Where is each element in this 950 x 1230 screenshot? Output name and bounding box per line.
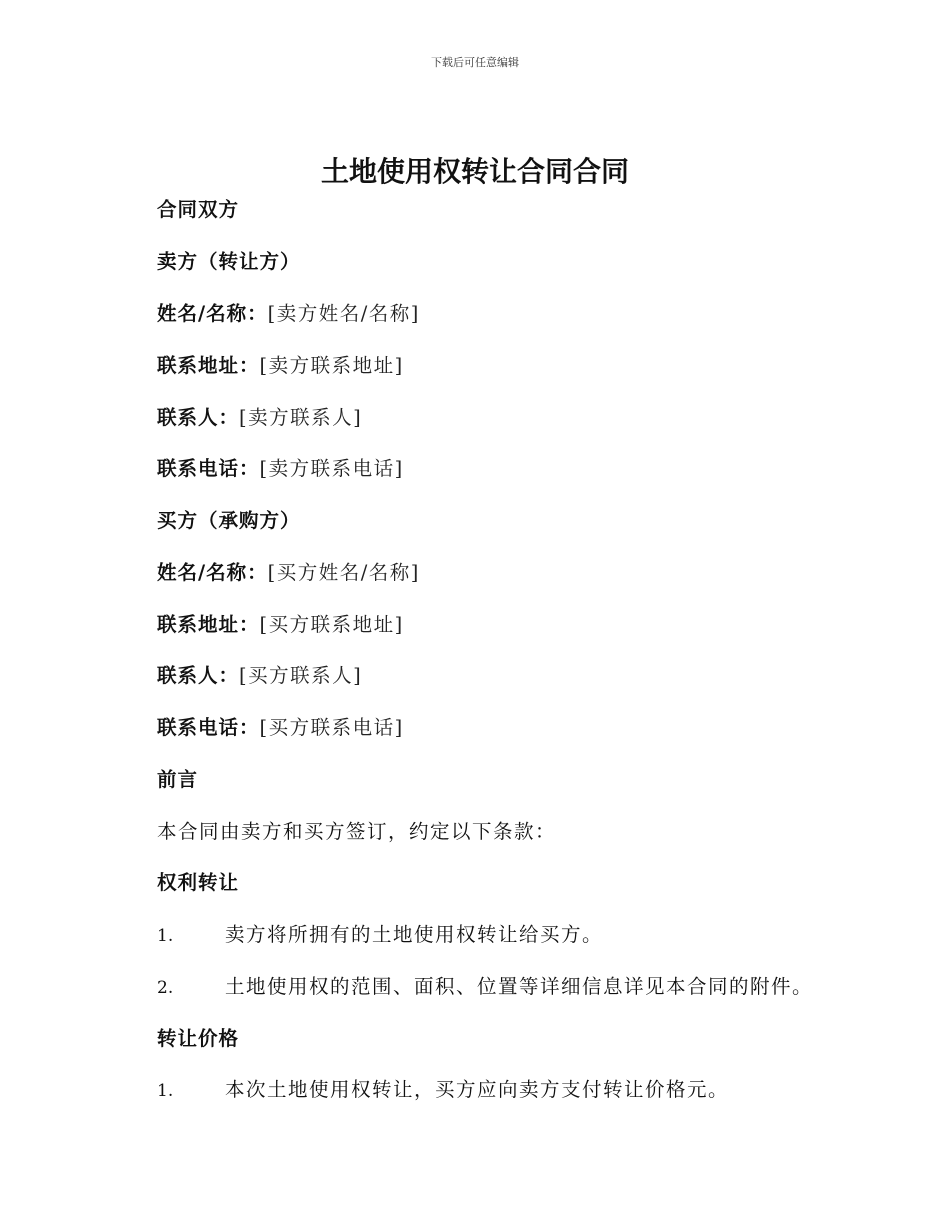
- list-item: [157, 925, 603, 945]
- seller-name-row: [157, 304, 420, 324]
- list-item-number: 1.: [157, 926, 174, 946]
- section-heading-preface: 前言: [157, 768, 199, 791]
- seller-heading: 卖方（转让方）: [157, 250, 301, 273]
- field-label: 联系地址：: [157, 354, 260, 377]
- list-item: [157, 977, 813, 997]
- field-value: [卖方联系电话]: [259, 457, 404, 480]
- section-heading-parties: 合同双方: [157, 198, 240, 221]
- list-item-number: 2.: [157, 978, 174, 998]
- field-value: [卖方联系人]: [239, 406, 363, 429]
- field-label: 联系电话：: [157, 716, 260, 739]
- list-item-number: 1.: [157, 1081, 174, 1101]
- list-item: [157, 1080, 729, 1100]
- buyer-phone-row: [157, 718, 404, 738]
- field-label: 姓名/名称：: [157, 302, 268, 325]
- seller-address-row: [157, 356, 404, 376]
- list-item-text: 卖方将所拥有的土地使用权转让给买方。: [225, 923, 604, 946]
- buyer-address-row: [157, 615, 404, 635]
- seller-contact-row: [157, 408, 362, 428]
- field-value: [卖方联系地址]: [259, 354, 404, 377]
- field-value: [买方联系地址]: [259, 613, 404, 636]
- field-label: 联系地址：: [157, 613, 260, 636]
- page-header-note: 下载后可任意编辑: [431, 56, 519, 69]
- list-item-text: 本次土地使用权转让，买方应向卖方支付转让价格元。: [225, 1078, 730, 1101]
- field-label: 姓名/名称：: [157, 561, 268, 584]
- document-title: 土地使用权转让合同合同: [320, 155, 629, 188]
- field-value: [买方联系人]: [239, 664, 363, 687]
- field-label: 联系电话：: [157, 457, 260, 480]
- preface-paragraph: 本合同由卖方和买方签订，约定以下条款：: [157, 820, 557, 843]
- list-item-text: 土地使用权的范围、面积、位置等详细信息详见本合同的附件。: [225, 975, 814, 998]
- field-label: 联系人：: [157, 406, 240, 429]
- field-value: [买方联系电话]: [259, 716, 404, 739]
- field-value: [卖方姓名/名称]: [267, 302, 420, 325]
- field-value: [买方姓名/名称]: [267, 561, 420, 584]
- seller-phone-row: [157, 459, 404, 479]
- field-label: 联系人：: [157, 664, 240, 687]
- buyer-heading: 买方（承购方）: [157, 509, 301, 532]
- section-heading-rights-transfer: 权利转让: [157, 871, 240, 894]
- buyer-name-row: [157, 563, 420, 583]
- buyer-contact-row: [157, 666, 362, 686]
- section-heading-price: 转让价格: [157, 1027, 240, 1050]
